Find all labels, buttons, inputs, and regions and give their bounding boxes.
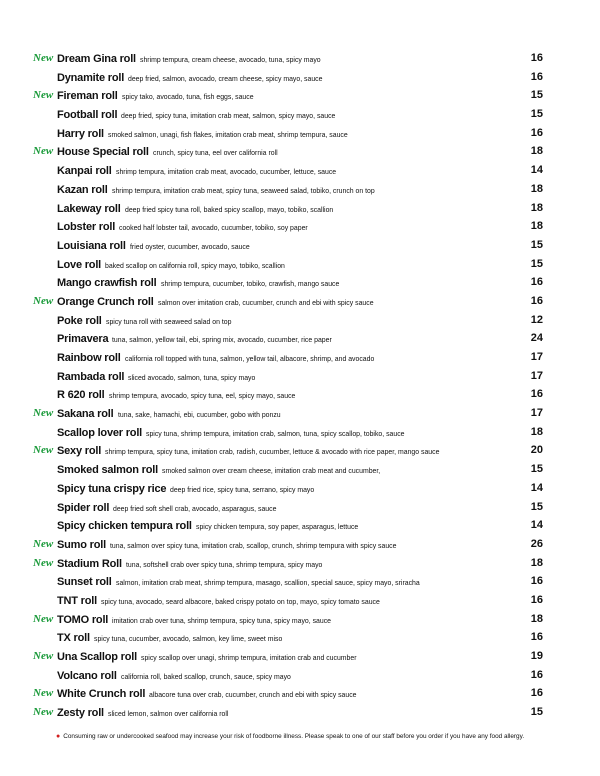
item-price: 17 (530, 351, 543, 363)
item-price: 18 (530, 612, 543, 625)
item-description: california roll topped with tuna, salmon, yellow tail, albacore, shrimp, and avocado (124, 354, 374, 363)
item-price: 16 (530, 52, 543, 64)
item-price: 17 (530, 407, 543, 420)
item-price: 16 (530, 687, 543, 700)
new-badge: New (33, 537, 54, 550)
item-price: 18 (530, 556, 543, 569)
menu-item (57, 703, 239, 724)
item-price: 26 (530, 537, 543, 550)
item-description: deep fried, salmon, avocado, cream cheese, spicy mayo, sauce (128, 73, 323, 83)
menu-row (0, 236, 600, 255)
item-description: smoked salmon, unagi, fish flakes, imitation crab meat, shrimp tempura, sauce (107, 129, 348, 139)
menu-item (57, 385, 311, 406)
menu-item (57, 647, 375, 668)
item-description: spicy tuna roll with seaweed salad on top (105, 316, 232, 326)
item-name: Louisiana roll (57, 239, 126, 252)
item-name: Rambada roll (57, 370, 125, 383)
item-description: shrimp tempura, cucumber, tobiko, crawfish, mango sauce (160, 279, 339, 289)
item-price: 18 (530, 220, 543, 233)
new-badge: New (33, 145, 54, 158)
menu-row (0, 311, 600, 330)
menu-item (57, 423, 427, 444)
item-price: 15 (530, 89, 543, 102)
menu-row (0, 666, 600, 685)
item-description: tuna, salmon over spicy tuna, imitation crab, scallop, crunch, shrimp tempura with spicy sauce (109, 540, 397, 550)
menu-item (57, 292, 392, 313)
item-name: Kazan roll (57, 183, 108, 196)
menu-row (0, 86, 600, 105)
item-name: Sunset roll (57, 576, 112, 589)
menu-row (0, 703, 600, 722)
item-name: TOMO roll (57, 613, 109, 626)
menu-row (0, 217, 600, 236)
menu-item (57, 124, 368, 145)
menu-item (57, 367, 267, 388)
item-name: Spider roll (57, 501, 110, 514)
new-badge: New (33, 706, 54, 719)
item-description: imitation crab over tuna, shrimp tempura, spicy tuna, spicy mayo, sauce (112, 615, 332, 625)
item-name: Sumo roll (57, 538, 106, 551)
item-name: Lakeway roll (57, 202, 121, 215)
menu-row (0, 124, 600, 143)
footnote-text: Consuming raw or undercooked seafood may increase your risk of foodborne illness. Please speak to one of our staff before you order if you have any food allergy. (63, 733, 525, 740)
menu-row (0, 460, 600, 479)
menu-item (57, 236, 260, 257)
item-price: 20 (530, 444, 543, 457)
item-name: Spicy chicken tempura roll (57, 520, 192, 533)
item-name: Una Scallop roll (57, 651, 137, 663)
item-price: 12 (530, 313, 543, 326)
item-price: 15 (530, 500, 543, 513)
item-price: 14 (530, 164, 543, 177)
item-name: Love roll (57, 258, 102, 271)
menu-item (57, 105, 354, 126)
menu-row (0, 404, 600, 423)
item-description: cooked half lobster tail, avocado, cucumber, tobiko, soy paper (119, 223, 308, 233)
menu-row (0, 273, 600, 292)
menu-row (0, 199, 600, 218)
item-description: smoked salmon over cream cheese, imitation crab meat and cucumber, (161, 466, 381, 476)
item-name: House Special roll (57, 146, 149, 159)
new-badge: New (33, 687, 54, 700)
item-price: 18 (530, 201, 543, 214)
item-description: shrimp tempura, imitation crab meat, avocado, cucumber, lettuce, sauce (115, 167, 336, 177)
item-description: california roll, baked scallop, crunch, sauce, spicy mayo (120, 671, 291, 681)
item-price: 15 (530, 257, 543, 270)
item-description: tuna, sake, hamachi, ebi, cucumber, gobo with ponzu (117, 410, 281, 420)
item-description: baked scallop on california roll, spicy mayo, tobiko, scallion (105, 260, 285, 270)
item-price: 18 (530, 425, 543, 438)
item-name: Spicy tuna crispy rice (57, 482, 167, 495)
item-name: Mango crawfish roll (57, 277, 157, 290)
item-name: Zesty roll (57, 707, 104, 720)
menu-item (57, 348, 396, 369)
item-price: 18 (530, 182, 543, 195)
item-name: Smoked salmon roll (57, 464, 158, 477)
item-name: Primavera (57, 333, 109, 346)
item-description: deep fried spicy tuna roll, baked spicy scallop, mayo, tobiko, scallion (124, 204, 333, 214)
menu-row (0, 684, 600, 703)
item-price: 14 (530, 519, 543, 532)
menu-item (57, 404, 294, 425)
item-description: tuna, salmon, yellow tail, ebi, spring mix, avocado, cucumber, rice paper (112, 335, 333, 345)
item-price: 17 (530, 369, 543, 382)
new-badge: New (33, 556, 54, 569)
menu-row (0, 591, 600, 610)
menu-row (0, 628, 600, 647)
item-description: spicy tuna, shrimp tempura, imitation crab, salmon, tuna, spicy scallop, tobiko, sauce (146, 428, 405, 438)
menu-row (0, 105, 600, 124)
new-badge: New (33, 407, 54, 420)
new-badge: New (33, 89, 54, 102)
new-badge: New (33, 52, 54, 64)
menu-row (0, 647, 600, 666)
item-description: crunch, spicy tuna, eel over california roll (152, 148, 278, 158)
menu-item (57, 255, 301, 276)
item-name: TNT roll (57, 594, 97, 607)
menu-item (57, 516, 372, 537)
footnote-bullet: ● (56, 733, 61, 740)
menu-item (57, 86, 265, 107)
menu-row (0, 180, 600, 199)
menu-item (57, 199, 351, 220)
menu-row (0, 554, 600, 573)
menu-item (57, 161, 355, 182)
item-price: 16 (530, 70, 543, 83)
menu-row (0, 142, 600, 161)
menu-item (57, 441, 469, 462)
item-price: 24 (530, 332, 543, 345)
item-description: tuna, softshell crab over spicy tuna, shrimp tempura, spicy mayo (125, 559, 323, 569)
menu-row (0, 161, 600, 180)
menu-item (57, 142, 288, 163)
menu-item (57, 460, 399, 481)
item-description: spicy scallop over unagi, shrimp tempura, imitation crab and cucumber (140, 653, 357, 662)
item-description: spicy tuna, cucumber, avocado, salmon, key lime, sweet miso (93, 634, 283, 644)
item-price: 15 (530, 238, 543, 251)
menu-row (0, 385, 600, 404)
item-name: Football roll (57, 109, 118, 122)
item-name: Volcano roll (57, 669, 117, 682)
menu-item (57, 666, 305, 687)
item-price: 19 (530, 650, 543, 662)
menu-row (0, 423, 600, 442)
item-description: deep fried soft shell crab, avocado, asparagus, sauce (113, 503, 277, 513)
item-name: Scallop lover roll (57, 426, 143, 439)
item-description: spicy chicken tempura, soy paper, asparagus, lettuce (195, 522, 359, 532)
item-price: 16 (530, 575, 543, 588)
menu-row (0, 441, 600, 460)
item-description: shrimp tempura, spicy tuna, imitation crab, radish, cucumber, lettuce & avocado with rice paper, mango sauce (105, 447, 440, 457)
menu-item (57, 68, 339, 89)
new-badge: New (33, 294, 54, 307)
item-description: salmon, imitation crab meat, shrimp tempura, masago, scallion, special sauce, spicy mayo, sriracha (115, 578, 420, 588)
menu-item (57, 684, 375, 705)
menu-row (0, 572, 600, 591)
item-name: Dynamite roll (57, 71, 125, 84)
item-price: 16 (530, 276, 543, 289)
menu-row (0, 292, 600, 311)
item-description: sliced lemon, salmon over california roll (107, 709, 229, 719)
menu-row (0, 348, 600, 367)
menu-item (57, 311, 242, 332)
item-price: 16 (530, 388, 543, 401)
item-price: 18 (530, 145, 543, 158)
item-description: deep fried, spicy tuna, imitation crab meat, salmon, spicy mayo, sauce (121, 111, 336, 121)
item-name: Orange Crunch roll (57, 295, 154, 308)
menu-row (0, 329, 600, 348)
menu-item (57, 498, 291, 519)
item-name: White Crunch roll (57, 688, 146, 701)
menu-item (57, 572, 446, 593)
item-name: Sakana roll (57, 408, 114, 421)
menu-item (57, 479, 327, 500)
item-price: 15 (530, 706, 543, 719)
menu-row (0, 535, 600, 554)
item-name: Fireman roll (57, 90, 118, 103)
menu-item (57, 329, 351, 350)
item-price: 16 (530, 668, 543, 681)
item-description: spicy tako, avocado, tuna, fish eggs, sauce (121, 92, 254, 102)
menu-item (57, 610, 350, 631)
menu-row (0, 49, 600, 68)
item-description: shrimp tempura, cream cheese, avocado, tuna, spicy mayo (139, 55, 321, 64)
item-name: Harry roll (57, 127, 104, 140)
menu-item (57, 628, 299, 649)
item-name: TX roll (57, 632, 90, 645)
item-description: shrimp tempura, avocado, spicy tuna, eel, spicy mayo, sauce (108, 391, 295, 401)
item-description: shrimp tempura, imitation crab meat, spicy tuna, seaweed salad, tobiko, crunch on top (111, 185, 375, 195)
menu-row (0, 479, 600, 498)
menu-row (0, 498, 600, 517)
item-price: 16 (530, 631, 543, 644)
item-price: 15 (530, 463, 543, 476)
item-description: spicy tuna, avocado, seard albacore, baked crispy potato on top, mayo, spicy tomato sauce (100, 596, 380, 606)
menu-item (57, 535, 421, 556)
item-name: Rainbow roll (57, 352, 121, 364)
item-description: salmon over imitation crab, cucumber, crunch and ebi with spicy sauce (157, 297, 374, 307)
item-price: 16 (530, 126, 543, 139)
item-description: sliced avocado, salmon, tuna, spicy mayo (128, 372, 256, 382)
menu-row (0, 68, 600, 87)
item-price: 15 (530, 108, 543, 121)
menu-item (57, 180, 397, 201)
item-price: 14 (530, 481, 543, 494)
item-name: Dream Gina roll (57, 53, 136, 65)
item-description: deep fried rice, spicy tuna, serrano, spicy mayo (170, 484, 315, 494)
item-description: fried oyster, cucumber, avocado, sauce (129, 241, 250, 251)
menu-item (57, 217, 324, 238)
new-badge: New (33, 650, 54, 662)
menu-item (57, 49, 336, 70)
footnote (56, 733, 524, 740)
item-price: 16 (530, 593, 543, 606)
menu-row (0, 255, 600, 274)
item-description: albacore tuna over crab, cucumber, crunch and ebi with spicy sauce (149, 690, 357, 700)
item-name: Kanpai roll (57, 165, 112, 178)
item-name: Stadium Roll (57, 557, 122, 570)
menu-list (0, 49, 600, 722)
item-name: Lobster roll (57, 221, 116, 234)
menu-item (57, 591, 404, 612)
item-price: 16 (530, 294, 543, 307)
menu-item (57, 554, 339, 575)
new-badge: New (33, 444, 54, 457)
menu-row (0, 516, 600, 535)
item-name: Poke roll (57, 314, 102, 327)
new-badge: New (33, 612, 54, 625)
menu-row (0, 367, 600, 386)
item-name: R 620 roll (57, 389, 105, 402)
menu-item (57, 273, 354, 294)
item-name: Sexy roll (57, 445, 102, 458)
menu-row (0, 610, 600, 629)
